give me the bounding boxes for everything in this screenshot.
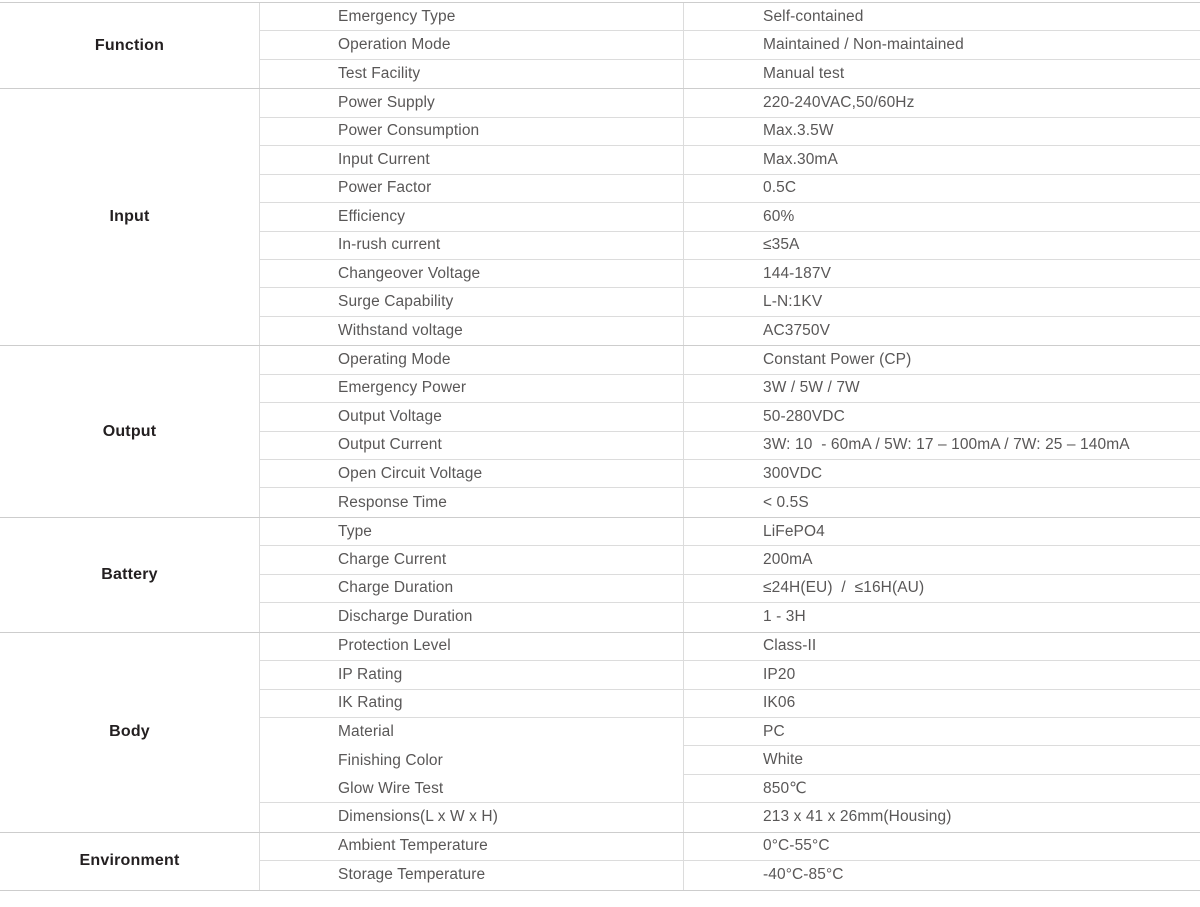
table-row [260,288,1200,316]
value-cell: 60% [684,203,1200,231]
table-row [260,175,1200,203]
value-cell: 0°C-55°C [684,833,1200,861]
table-row [260,633,1200,661]
value-cell: Self-contained [684,3,1200,31]
group-rows [260,833,1200,890]
table-row [260,746,1200,774]
param-cell: Power Supply [260,89,684,117]
table-row [260,690,1200,718]
value-cell: Manual test [763,65,845,83]
value-cell: IP20 [684,661,1200,689]
param-cell: Response Time [260,488,684,516]
table-row [260,861,1200,889]
value-cell: 220-240VAC,50/60Hz [684,89,1200,117]
table-row [260,346,1200,374]
param-cell: Charge Duration [260,575,684,603]
table-row [260,518,1200,546]
table-row [260,31,1200,59]
param-cell: Material [260,718,684,746]
value-cell: Class-II [684,633,1200,661]
param-cell: Changeover Voltage [260,260,684,288]
param-cell: Efficiency [260,203,684,231]
param-cell: Type [260,518,684,546]
spec-group-battery [0,518,1200,633]
param-cell: Operating Mode [260,346,684,374]
table-row [260,203,1200,231]
value-cell: 3W: 10 - 60mA / 5W: 17 – 100mA / 7W: 25 – 140mA [684,432,1200,460]
param-cell: Surge Capability [260,288,684,316]
param-cell: Power Consumption [260,118,684,146]
table-row [260,375,1200,403]
spec-group-body [0,633,1200,833]
value-cell: < 0.5S [763,493,809,511]
group-rows [260,3,1200,88]
value-cell: AC3750V [763,322,831,340]
table-row [260,432,1200,460]
value-cell: IK06 [684,690,1200,718]
table-row [260,575,1200,603]
value-cell: 850℃ [684,775,1200,803]
param-cell: Emergency Power [260,375,684,403]
value-cell: 213 x 41 x 26mm(Housing) [763,808,952,826]
value-cell: ≤24H(EU) / ≤16H(AU) [684,575,1200,603]
table-row [260,60,1200,88]
table-row [260,803,1200,831]
param-cell: IK Rating [260,690,684,718]
param-cell: Input Current [260,146,684,174]
param-cell: Discharge Duration [260,603,684,631]
group-rows [260,518,1200,632]
value-cell: L-N:1KV [684,288,1200,316]
category-cell: Battery [0,518,260,632]
table-row [260,146,1200,174]
category-cell: Body [0,633,260,832]
value-cell: 200mA [684,546,1200,574]
value-cell: Max.3.5W [684,118,1200,146]
table-row [260,661,1200,689]
spec-group-output [0,346,1200,518]
param-cell: Finishing Color [260,746,684,774]
table-row [260,403,1200,431]
value-cell: 300VDC [684,460,1200,488]
param-cell: Output Voltage [260,403,684,431]
spec-table [0,2,1200,891]
param-cell: Protection Level [260,633,684,661]
category-cell: Environment [0,833,260,890]
param-cell: Test Facility [260,60,684,88]
param-cell: Operation Mode [260,31,684,59]
group-rows [260,633,1200,832]
value-cell: Constant Power (CP) [684,346,1200,374]
table-row [260,460,1200,488]
value-cell: White [684,746,1200,774]
value-cell: 0.5C [684,175,1200,203]
param-cell: Charge Current [260,546,684,574]
param-cell: Glow Wire Test [260,775,684,803]
param-cell: Withstand voltage [260,317,684,345]
param-cell: Open Circuit Voltage [260,460,684,488]
param-cell: Power Factor [260,175,684,203]
group-rows [260,89,1200,345]
param-cell: Emergency Type [260,3,684,31]
table-row [260,833,1200,861]
value-cell: Maintained / Non-maintained [684,31,1200,59]
param-cell: IP Rating [260,661,684,689]
table-row [260,118,1200,146]
spec-group-function [0,3,1200,89]
param-cell: Output Current [260,432,684,460]
category-cell: Function [0,3,260,88]
category-cell: Output [0,346,260,517]
param-cell: Dimensions(L x W x H) [260,803,684,831]
param-cell: In-rush current [260,232,684,260]
table-row [260,3,1200,31]
table-row [260,317,1200,345]
value-cell: PC [684,718,1200,746]
spec-group-environment [0,833,1200,891]
table-row [260,603,1200,631]
value-cell: Max.30mA [684,146,1200,174]
table-row [260,775,1200,803]
value-cell: -40°C-85°C [763,866,844,884]
table-row [260,260,1200,288]
value-cell: LiFePO4 [684,518,1200,546]
group-rows [260,346,1200,517]
value-cell: 144-187V [684,260,1200,288]
spec-group-input [0,89,1200,346]
value-cell: 50-280VDC [684,403,1200,431]
table-row [260,718,1200,746]
table-row [260,488,1200,516]
table-row [260,546,1200,574]
value-cell: 3W / 5W / 7W [684,375,1200,403]
table-row [260,89,1200,117]
value-cell: 1 - 3H [763,608,806,626]
param-cell: Ambient Temperature [260,833,684,861]
table-row [260,232,1200,260]
param-cell: Storage Temperature [260,861,684,889]
category-cell: Input [0,89,260,345]
value-cell: ≤35A [684,232,1200,260]
